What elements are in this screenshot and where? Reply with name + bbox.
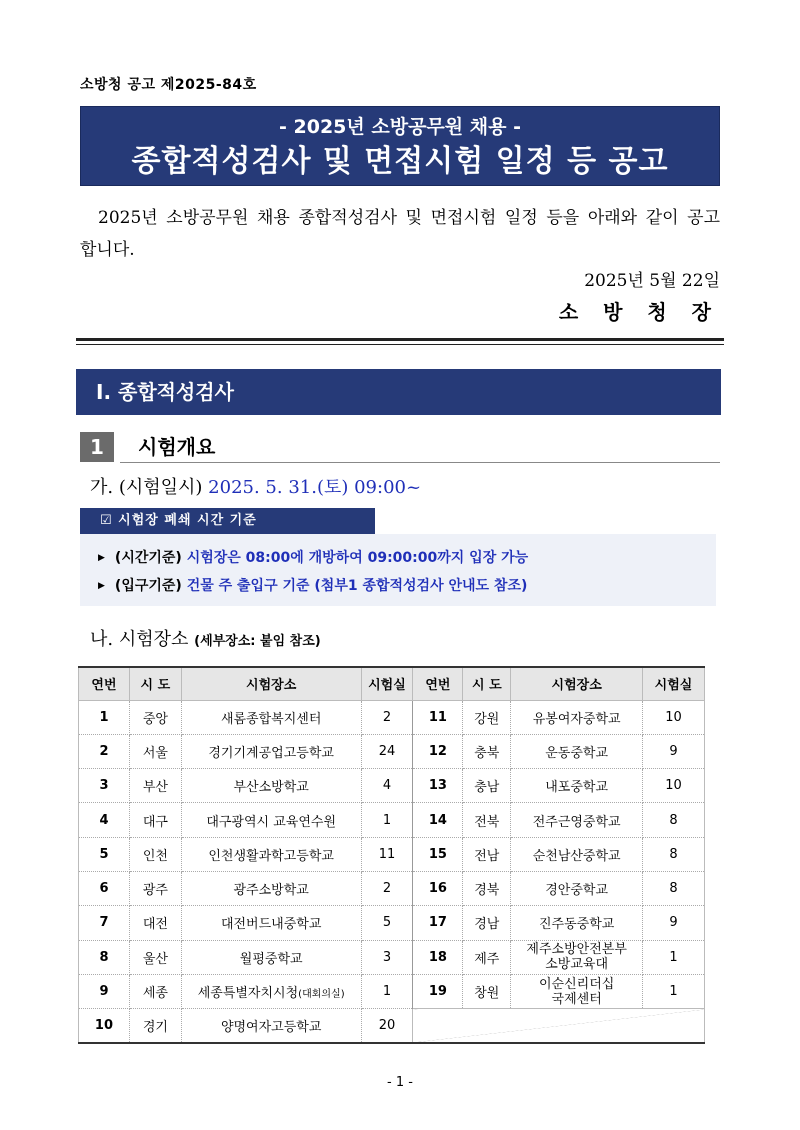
info-line-time xyxy=(98,544,716,572)
table-row xyxy=(79,837,705,871)
cell-region: 인천 xyxy=(129,837,181,871)
cell-region: 부산 xyxy=(129,769,181,803)
cell-no: 18 xyxy=(413,940,463,974)
cell-venue: 새롬종합복지센터 xyxy=(181,700,361,734)
info-text: 건물 주 출입구 기준 (첨부1 종합적성검사 안내도 참조) xyxy=(186,578,528,594)
table-row xyxy=(79,1009,705,1043)
header-cell: 시험실 xyxy=(361,667,413,700)
cell-rooms: 1 xyxy=(643,940,705,974)
cell-venue: 양명여자고등학교 xyxy=(181,1009,361,1043)
exam-datetime xyxy=(90,475,421,501)
subsection-number: 1 xyxy=(80,432,114,462)
empty-cell xyxy=(413,1009,705,1043)
cell-venue: 대전버드내중학교 xyxy=(181,906,361,940)
cell-region: 경북 xyxy=(463,871,511,905)
table-row xyxy=(79,906,705,940)
cell-region: 대구 xyxy=(129,803,181,837)
table-row xyxy=(79,803,705,837)
signer: 소 방 청 장 xyxy=(558,300,720,324)
exam-venue-heading xyxy=(90,627,321,655)
cell-region: 경남 xyxy=(463,906,511,940)
cell-region: 대전 xyxy=(129,906,181,940)
cell-venue: 내포중학교 xyxy=(511,769,643,803)
cell-rooms: 4 xyxy=(361,769,413,803)
cell-venue: 유봉여자중학교 xyxy=(511,700,643,734)
cell-venue: 대구광역시 교육연수원 xyxy=(181,803,361,837)
table-row xyxy=(79,734,705,768)
info-box xyxy=(80,534,716,606)
venue-line: 소방교육대 xyxy=(545,957,609,973)
cell-region: 전남 xyxy=(463,837,511,871)
header-cell: 시 도 xyxy=(463,667,511,700)
announcement-date: 2025년 5월 22일 xyxy=(584,271,720,291)
cell-rooms: 8 xyxy=(643,837,705,871)
venue-line: 제주소방안전본부 xyxy=(526,942,627,958)
cell-no: 13 xyxy=(413,769,463,803)
triangle-bullet-icon: ▶ xyxy=(98,553,105,563)
exam-datetime-value: 2025. 5. 31.(토) 09:00~ xyxy=(208,477,422,498)
header-cell: 연번 xyxy=(413,667,463,700)
cell-no: 15 xyxy=(413,837,463,871)
table-row xyxy=(79,700,705,734)
venue-note: (대회의실) xyxy=(298,989,345,1001)
cell-no: 12 xyxy=(413,734,463,768)
cell-rooms: 10 xyxy=(643,769,705,803)
header-cell: 연번 xyxy=(79,667,130,700)
venue-line: 국제센터 xyxy=(551,991,602,1007)
cell-no: 2 xyxy=(79,734,130,768)
cell-rooms: 8 xyxy=(643,803,705,837)
cell-venue: 인천생활과학고등학교 xyxy=(181,837,361,871)
divider-thin xyxy=(76,344,724,345)
divider-thick xyxy=(76,338,724,341)
info-line-entrance xyxy=(98,572,716,600)
cell-venue xyxy=(511,974,643,1008)
cell-region: 세종 xyxy=(129,974,181,1008)
cell-no: 8 xyxy=(79,940,130,974)
title-main: 종합적성검사 및 면접시험 일정 등 공고 xyxy=(131,144,669,179)
cell-rooms: 1 xyxy=(361,974,413,1008)
triangle-bullet-icon: ▶ xyxy=(98,581,105,591)
cell-region: 충남 xyxy=(463,769,511,803)
cell-venue: 순천남산중학교 xyxy=(511,837,643,871)
cell-no: 11 xyxy=(413,700,463,734)
title-banner xyxy=(80,106,720,186)
intro-paragraph: 2025년 소방공무원 채용 종합적성검사 및 면접시험 일정 등을 아래와 같이 공고합니다. xyxy=(80,208,720,260)
venue-name: 세종특별자치시청 xyxy=(197,986,299,1002)
venue-table xyxy=(78,666,705,1044)
subsection-title: 시험개요 xyxy=(138,435,216,459)
cell-region: 중앙 xyxy=(129,700,181,734)
info-label: (시간기준) xyxy=(114,550,182,566)
cell-region: 울산 xyxy=(129,940,181,974)
cell-rooms: 2 xyxy=(361,871,413,905)
cell-rooms: 9 xyxy=(643,734,705,768)
cell-region: 충북 xyxy=(463,734,511,768)
cell-no: 3 xyxy=(79,769,130,803)
cell-venue: 전주근영중학교 xyxy=(511,803,643,837)
table-row xyxy=(79,974,705,1008)
cell-venue xyxy=(181,974,361,1008)
cell-no: 1 xyxy=(79,700,130,734)
cell-rooms: 20 xyxy=(361,1009,413,1043)
info-label: (입구기준) xyxy=(114,578,182,594)
table-header-row xyxy=(79,667,705,700)
section-heading: Ⅰ. 종합적성검사 xyxy=(76,369,721,415)
cell-venue: 운동중학교 xyxy=(511,734,643,768)
cell-venue: 광주소방학교 xyxy=(181,871,361,905)
cell-rooms: 2 xyxy=(361,700,413,734)
cell-venue: 진주동중학교 xyxy=(511,906,643,940)
cell-region: 강원 xyxy=(463,700,511,734)
title-subtitle: - 2025년 소방공무원 채용 - xyxy=(279,116,521,138)
cell-no: 16 xyxy=(413,871,463,905)
subsection-underline xyxy=(120,462,720,463)
page-number: - 1 - xyxy=(387,1075,413,1090)
header-cell: 시험장소 xyxy=(511,667,643,700)
cell-venue: 월평중학교 xyxy=(181,940,361,974)
cell-no: 10 xyxy=(79,1009,130,1043)
notice-number: 소방청 공고 제2025-84호 xyxy=(80,77,257,93)
cell-rooms: 3 xyxy=(361,940,413,974)
header-cell: 시험장소 xyxy=(181,667,361,700)
cell-venue: 부산소방학교 xyxy=(181,769,361,803)
table-row xyxy=(79,871,705,905)
table-row xyxy=(79,940,705,974)
venue-line: 이순신리더십 xyxy=(538,976,615,992)
cell-region: 창원 xyxy=(463,974,511,1008)
cell-rooms: 9 xyxy=(643,906,705,940)
cell-rooms: 1 xyxy=(361,803,413,837)
cell-no: 17 xyxy=(413,906,463,940)
cell-region: 광주 xyxy=(129,871,181,905)
cell-no: 14 xyxy=(413,803,463,837)
cell-rooms: 8 xyxy=(643,871,705,905)
cell-region: 제주 xyxy=(463,940,511,974)
cell-no: 7 xyxy=(79,906,130,940)
cell-no: 9 xyxy=(79,974,130,1008)
header-cell: 시험실 xyxy=(643,667,705,700)
exam-venue-note: (세부장소: 붙임 참조) xyxy=(194,634,321,649)
cell-no: 19 xyxy=(413,974,463,1008)
header-cell: 시 도 xyxy=(129,667,181,700)
cell-venue: 경기기계공업고등학교 xyxy=(181,734,361,768)
cell-venue xyxy=(511,940,643,974)
table-row xyxy=(79,769,705,803)
cell-no: 5 xyxy=(79,837,130,871)
cell-rooms: 24 xyxy=(361,734,413,768)
cell-rooms: 1 xyxy=(643,974,705,1008)
cell-rooms: 5 xyxy=(361,906,413,940)
cell-no: 4 xyxy=(79,803,130,837)
cell-no: 6 xyxy=(79,871,130,905)
exam-datetime-label: 가. (시험일시) xyxy=(90,477,203,498)
cell-region: 서울 xyxy=(129,734,181,768)
cell-rooms: 10 xyxy=(643,700,705,734)
info-text: 시험장은 08:00에 개방하여 09:00:00까지 입장 가능 xyxy=(186,550,529,566)
cell-venue: 경안중학교 xyxy=(511,871,643,905)
cell-region: 전북 xyxy=(463,803,511,837)
exam-venue-label: 나. 시험장소 xyxy=(90,629,189,650)
closing-time-tag: ☑ 시험장 폐쇄 시간 기준 xyxy=(80,508,375,534)
cell-region: 경기 xyxy=(129,1009,181,1043)
cell-rooms: 11 xyxy=(361,837,413,871)
